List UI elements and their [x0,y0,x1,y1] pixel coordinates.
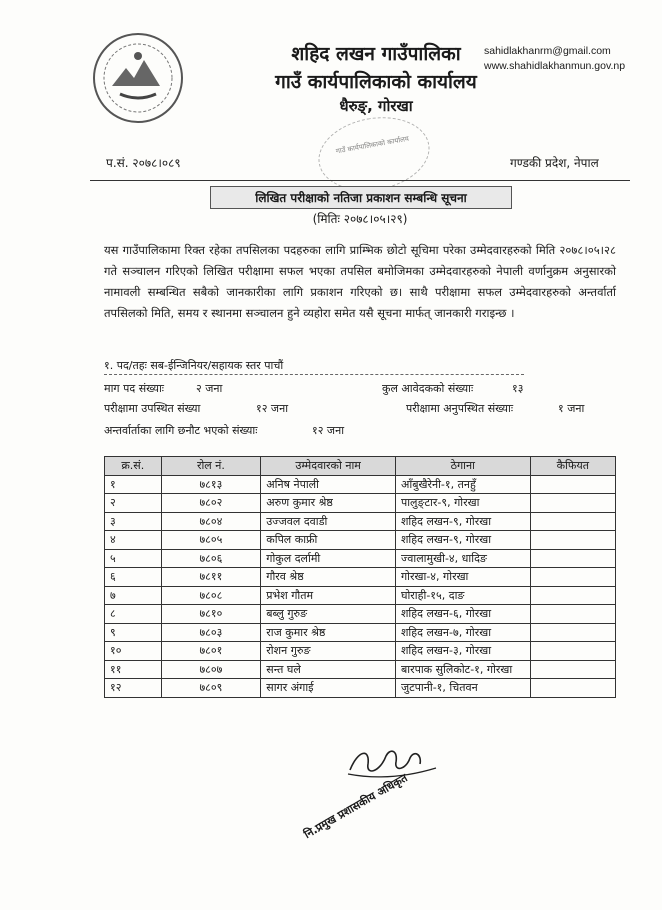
demand-label: माग पद संख्याः [104,382,165,395]
candidate-name-cell: कपिल काफ्री [261,531,396,550]
province-name: गण्डकी प्रदेश, नेपाल [510,156,599,170]
remarks-cell [530,475,615,494]
demand-value: २ जना [196,382,223,395]
table-row [105,549,616,568]
shortlist-value: १२ जना [312,424,345,437]
remarks-cell [530,623,615,642]
candidate-name-cell: गौरव श्रेष्ठ [261,568,396,587]
table-row [105,660,616,679]
office-name: गाउँ कार्यपालिकाको कार्यालय [275,71,477,93]
address-cell: शहिद लखन-७, गोरखा [395,623,530,642]
roll-cell: ७८०२ [161,494,261,513]
address-cell: गोरखा-४, गोरखा [395,568,530,587]
serial-cell: ९ [105,623,162,642]
present-value: १२ जना [256,402,289,415]
applicants-value: १३ [512,382,524,395]
notice-title: लिखित परीक्षाको नतिजा प्रकाशन सम्बन्धि सूचना [210,186,512,209]
municipality-logo [90,30,186,126]
contact-block [484,44,625,74]
post-heading-underline [104,374,524,375]
roll-cell: ७८०३ [161,623,261,642]
org-name: शहिद लखन गाउँपालिका [291,43,461,65]
address-cell: आँबुखैरेनी-१, तनहुँ [395,475,530,494]
office-stamp: गाउँ कार्यपालिकाको कार्यालय [313,109,436,199]
table-row [105,679,616,698]
website-link[interactable]: www.shahidlakhanmun.gov.np [484,60,626,72]
serial-cell: २ [105,494,162,513]
roll-cell: ७८०८ [161,586,261,605]
serial-cell: १२ [105,679,162,698]
roll-cell: ७८१३ [161,475,261,494]
remarks-cell [530,679,615,698]
serial-cell: १ [105,475,162,494]
address-cell: शहिद लखन-३, गोरखा [395,642,530,661]
table-row [105,531,616,550]
office-location: धैरुङ्, गोरखा [339,97,413,115]
remarks-cell [530,586,615,605]
remarks-cell [530,531,615,550]
absent-label: परीक्षामा अनुपस्थित संख्याः [406,402,514,415]
roll-cell: ७८०५ [161,531,261,550]
roll-cell: ७८०७ [161,660,261,679]
candidate-name-cell: अरुण कुमार श्रेष्ठ [261,494,396,513]
results-table [104,456,616,698]
candidate-name-cell: उज्जवल दवाडी [261,512,396,531]
candidate-name-cell: रोशन गुरुङ [261,642,396,661]
table-row [105,475,616,494]
roll-cell: ७८०९ [161,679,261,698]
remarks-cell [530,660,615,679]
candidate-name-cell: गोकुल दर्लामी [261,549,396,568]
address-cell: शहिद लखन-६, गोरखा [395,605,530,624]
serial-cell: ३ [105,512,162,531]
applicants-label: कुल आवेदकको संख्याः [382,382,474,395]
col-serial: क्र.सं. [105,457,162,476]
table-row [105,568,616,587]
present-label: परीक्षामा उपस्थित संख्या [104,402,201,415]
remarks-cell [530,605,615,624]
table-row [105,623,616,642]
header-divider [90,180,630,181]
table-row [105,586,616,605]
remarks-cell [530,512,615,531]
address-cell: जुटपानी-१, चितवन [395,679,530,698]
serial-cell: ५ [105,549,162,568]
remarks-cell [530,494,615,513]
roll-cell: ७८०६ [161,549,261,568]
serial-cell: ८ [105,605,162,624]
notice-date: (मितिः २०७८।०५।२९) [312,212,408,226]
email-link[interactable]: sahidlakhanrm@gmail.com [484,45,611,57]
notice-body: यस गाउँपालिकामा रिक्त रहेका तपसिलका पदहरुका लागि प्राम्भिक छोटो सूचिमा परेका उम्मेदवारहरुको मिति २०७८।०५।२८ गते सञ्चालन गरिएको लिखित परीक्षामा सफल भएका तपसिल बमोजिमका उम्मेदवारहरुको नेपाली वर्णानुक्रम अनुसारको नामावली सम्बन्धित सबैको जानकारीका लागि प्रकाशन गरिएको छ। साथै परीक्षामा सफल उम्मेदवारहरुको अन्तर्वार्ता तपसिलको मिति, समय र स्थानमा सञ्चालन हुने व्यहोरा समेत यसै सूचना मार्फत् जानकारी गराइन्छ । [104,243,616,320]
remarks-cell [530,549,615,568]
address-cell: ज्वालामुखी-४, धादिङ [395,549,530,568]
roll-cell: ७८०४ [161,512,261,531]
table-row [105,605,616,624]
address-cell: बारपाक सुलिकोट-१, गोरखा [395,660,530,679]
candidate-name-cell: अनिष नेपाली [261,475,396,494]
serial-cell: १० [105,642,162,661]
candidate-name-cell: प्रभेश गौतम [261,586,396,605]
serial-cell: ६ [105,568,162,587]
table-row [105,512,616,531]
candidate-name-cell: सन्त घले [261,660,396,679]
shortlist-label: अन्तर्वार्ताका लागि छनौट भएको संख्याः [104,424,258,437]
serial-cell: ११ [105,660,162,679]
address-cell: पालुङ्टार-९, गोरखा [395,494,530,513]
address-cell: शहिद लखन-९, गोरखा [395,531,530,550]
col-roll: रोल नं. [161,457,261,476]
reference-number: प.सं. २०७८।०८९ [106,156,181,170]
col-name: उम्मेदवारको नाम [261,457,396,476]
roll-cell: ७८०१ [161,642,261,661]
address-cell: शहिद लखन-९, गोरखा [395,512,530,531]
serial-cell: ४ [105,531,162,550]
table-row [105,494,616,513]
post-heading: १. पद/तहः सब-ईन्जिनियर/सहायक स्तर पाचौं [104,359,284,372]
remarks-cell [530,568,615,587]
serial-cell: ७ [105,586,162,605]
remarks-cell [530,642,615,661]
col-remarks: कैफियत [530,457,615,476]
absent-value: १ जना [558,402,585,415]
signatory-designation: नि.प्रमुख प्रशासकीय अधिकृत [301,771,410,842]
roll-cell: ७८११ [161,568,261,587]
col-address: ठेगाना [395,457,530,476]
candidate-name-cell: बब्लु गुरुङ [261,605,396,624]
candidate-name-cell: राज कुमार श्रेष्ठ [261,623,396,642]
address-cell: घोराही-१५, दाङ [395,586,530,605]
candidate-name-cell: सागर अंगाई [261,679,396,698]
roll-cell: ७८१० [161,605,261,624]
table-row [105,642,616,661]
table-header-row [105,457,616,476]
